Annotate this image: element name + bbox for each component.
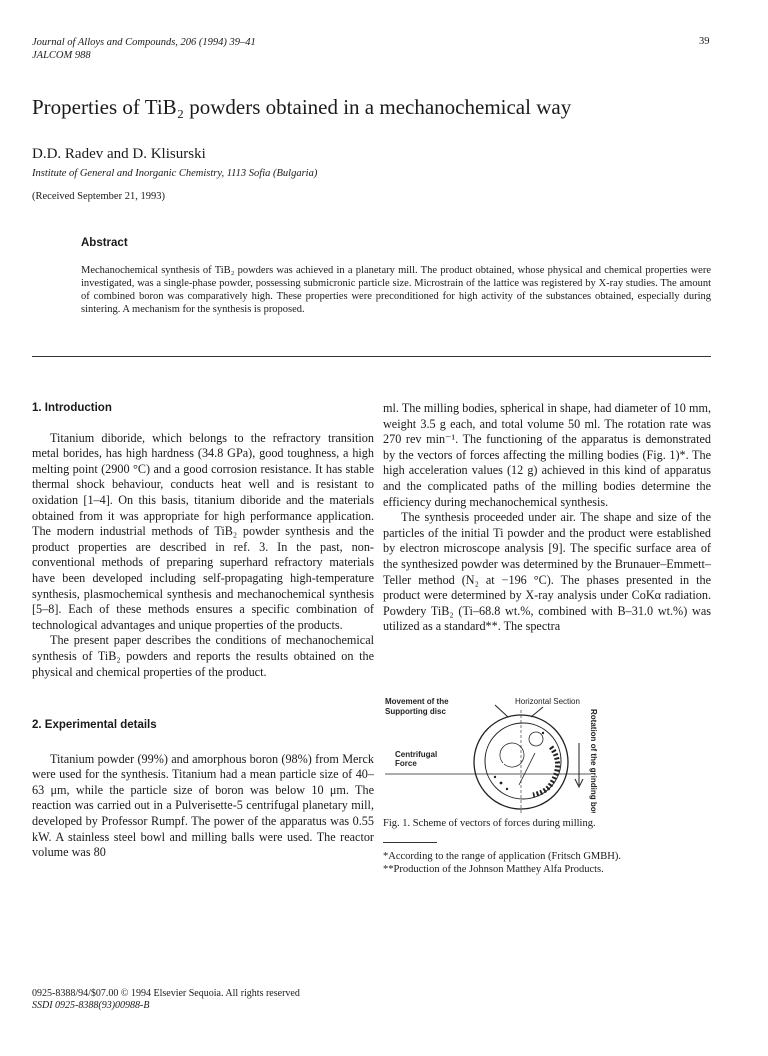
experimental-heading: 2. Experimental details (32, 719, 157, 732)
page-number: 39 (699, 36, 710, 47)
powder-dot (506, 788, 508, 790)
abstract-text: Mechanochemical synthesis of TiB₂ powders was achieved in a planetary mill. The product obtained, whose physical and chemical properties were investigated, was a single-phase powder, possessing submicronic particle size. Microstrain of the lattice was registered by X-ray studies. The amount of combined boron was comparatively high. These properties were preconditioned for high activity of the substances obtained, especially during sintering. A mechanism for the synthesis is proposed. (81, 265, 711, 315)
label-centrifugal-line2: Force (395, 759, 417, 768)
right-paragraph-1: ml. The milling bodies, spherical in shape, had diameter of 10 mm, weight 3.5 g each, and total volume 50 ml. The rotation rate was 270 rev min⁻¹. The functioning of the apparatus is demonstrated by the vectors of forces affecting the milling bodies (Fig. 1)*. The high acceleration values (12 g) achieved in this kind of apparatus and the complicated paths of the milling bodies determine the efficiency during mechanochemical synthesis. (383, 401, 711, 509)
powder-layer (533, 747, 558, 795)
paper-title: Properties of TiB₂ powders obtained in a mechanochemical way (32, 95, 572, 119)
movement-arrow (495, 705, 508, 717)
section-pointer (531, 707, 543, 717)
label-centrifugal-line1: Centrifugal (395, 750, 438, 759)
copyright-line: 0925-8388/94/$07.00 © 1994 Elsevier Sequoia. All rights reserved (32, 988, 300, 999)
abstract-heading: Abstract (81, 237, 128, 249)
intro-paragraph-2: The present paper describes the conditions of mechanochemical synthesis of TiB₂ powders and reports the results obtained on the physical and chemical properties of the product. (32, 633, 374, 679)
label-movement-line1: Movement of the (385, 697, 449, 706)
label-movement-line2: Supporting disc (385, 707, 446, 716)
label-rotation: Rotation of the grinding bowl (589, 709, 598, 813)
powder-dot (542, 732, 544, 734)
abstract-rule (32, 356, 711, 357)
powder-dot (494, 776, 496, 778)
experimental-paragraph-1: Titanium powder (99%) and amorphous boron (98%) from Merck were used for the synthesis. Titanium had a mean particle size of 40–63 μm, while the particle size of boron was below 10 μm. The reaction was carried out in a Pulverisette-5 centrifugal planetary mill, developed by Professor Rumpf. The power of the apparatus was 0.55 kW. A stainless steel bowl and milling balls were used. The reactor volume was 80 (32, 751, 374, 860)
affiliation: Institute of General and Inorganic Chemistry, 1113 Sofia (Bulgaria) (32, 168, 318, 179)
journal-citation: Journal of Alloys and Compounds, 206 (1994) 39–41 (32, 37, 256, 48)
ssdi-line: SSDI 0925-8388(93)00988-B (32, 1000, 150, 1011)
authors: D.D. Radev and D. Klisurski (32, 146, 206, 162)
journal-code: JALCOM 988 (32, 50, 91, 61)
copyright-block (32, 988, 300, 1012)
grinding-bowl (485, 723, 561, 799)
received-date: (Received September 21, 1993) (32, 191, 165, 202)
footnote-1: *According to the range of application (Fritsch GMBH). (383, 851, 621, 862)
footnote-rule (383, 842, 437, 843)
intro-heading: 1. Introduction (32, 402, 112, 414)
powder-dot (500, 782, 503, 785)
footnote-2: **Production of the Johnson Matthey Alfa Products. (383, 864, 604, 875)
figure-caption: Fig. 1. Scheme of vectors of forces during milling. (383, 818, 596, 829)
right-paragraph-2: The synthesis proceeded under air. The shape and size of the particles of the initial Ti powder and the product were established by electron microscope analysis [9]. The specific surface area of the synthesized powder was determined by the Brunauer–Emmett–Teller method (N₂ at −196 °C). The phases presented in the product were determined by X-ray analysis under CoKα radiation. Powdery TiB₂ (Ti–68.8 wt.%, combined with B–31.0 wt.%) was utilized as a standard**. The spectra (383, 510, 711, 634)
right-column (383, 401, 711, 635)
force-vector (519, 753, 535, 785)
milling-scheme-diagram (383, 695, 711, 813)
intro-paragraph-1: Titanium diboride, which belongs to the refractory transition metal borides, has high hardness (34.8 GPa), good toughness, a high melting point (2900 °C) and a good corrosion resistance. It has stable thermal shock behaviour, conducts heat well and is resistant to oxidation [1–4]. On this basis, titanium diboride and the materials obtained from it was appropriate for high performance application. The modern industrial methods of TiB₂ powder synthesis and the product properties are described in ref. 3. In the past, non-conventional methods of preparing superhard refractory materials have been developed including self-propagating high-temperature synthesis, plasmochemical synthesis and mechanochemical synthesis [5–8]. Each of these methods ensures a specific combination of technological advantages and unique properties of the products. (32, 430, 374, 632)
milling-ball-top (529, 732, 543, 746)
milling-ball-left (500, 743, 524, 767)
label-horizontal-section: Horizontal Section (515, 697, 580, 706)
left-column (32, 401, 374, 861)
figure-1 (383, 695, 711, 813)
